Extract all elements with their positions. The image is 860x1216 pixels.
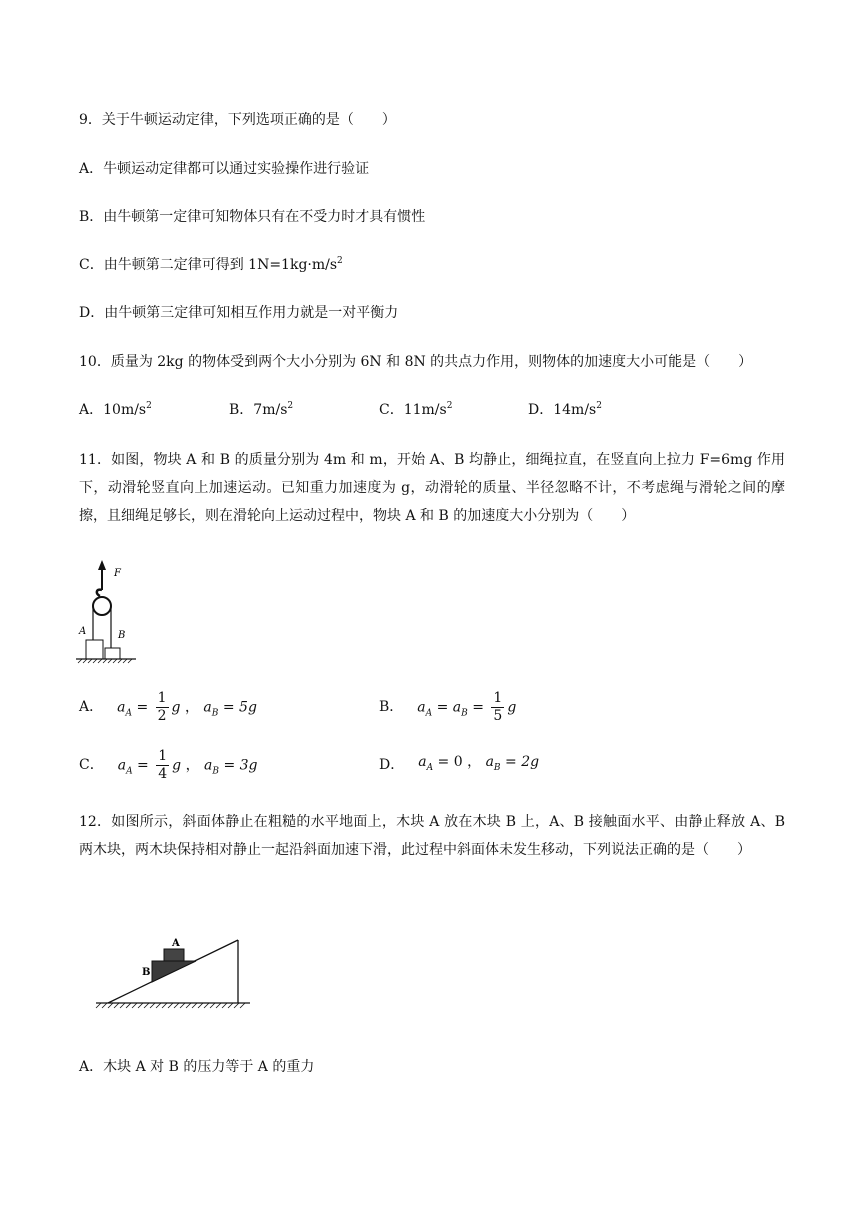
- block-a-label: A: [79, 626, 87, 637]
- incline-figure: [92, 930, 252, 1016]
- q11-option-c: [79, 746, 258, 784]
- option-label: C．: [79, 757, 104, 773]
- block-b: [105, 648, 120, 659]
- subscript-a: A: [426, 763, 434, 773]
- force-label: F: [114, 568, 121, 579]
- fraction: [156, 748, 169, 783]
- equals: =: [223, 757, 236, 773]
- superscript: 2: [337, 256, 343, 266]
- q10-stem: 10．质量为 2kg 的物体受到两个大小分别为 6N 和 8N 的共点力作用，则物体的加速度大小可能是（ ）: [79, 354, 753, 370]
- value: 0: [453, 754, 463, 770]
- superscript: 2: [446, 401, 453, 411]
- option-label: B．: [229, 402, 254, 418]
- separator: ，: [184, 699, 199, 715]
- q11-option-b: [379, 688, 516, 726]
- denominator: 2: [157, 707, 167, 724]
- superscript: 2: [596, 401, 602, 411]
- symbol-a: a: [417, 699, 426, 715]
- q10-option-a: [79, 400, 152, 420]
- symbol-a: a: [452, 699, 462, 715]
- symbol-a: a: [203, 699, 212, 715]
- q10-option-d: [528, 400, 602, 420]
- option-text: 14m/s: [553, 402, 597, 418]
- q9-stem: 9．关于牛顿运动定律，下列选项正确的是（ ）: [79, 112, 396, 128]
- numerator: 1: [493, 689, 503, 706]
- subscript-b: B: [461, 708, 468, 718]
- q10-option-b: [229, 400, 293, 420]
- option-text: 11m/s: [403, 402, 447, 418]
- symbol-a: a: [418, 754, 427, 770]
- option-text: 由牛顿第三定律可知相互作用力就是一对平衡力: [104, 305, 399, 321]
- subscript-b: B: [211, 708, 219, 718]
- pulley-hook: [97, 590, 102, 596]
- option-label: A．: [79, 161, 104, 177]
- q11-stem: 11．如图，物块 A 和 B 的质量分别为 4m 和 m，开始 A、B 均静止，细绳拉直，在竖直向上拉力 F=6mg 作用下，动滑轮竖直向上加速运动。已知重力加速度为 g，动滑轮的质量、半径忽略不计，不考虑绳与滑轮之间的摩擦，且细绳足够长，则在滑轮向上运动过程中，物块 A 和 B 的加速度大小分别为（ ）: [79, 452, 785, 524]
- force-arrow-head: [98, 560, 106, 570]
- value: 5g: [239, 699, 257, 715]
- equation: $a_A = a_B$ = $\frac{1}{5}$ g: [417, 689, 517, 724]
- separator: ，: [185, 757, 200, 773]
- block-a: [164, 949, 184, 961]
- pulley-wheel: [93, 597, 111, 615]
- fraction: [491, 690, 504, 725]
- symbol-g: g: [171, 699, 181, 715]
- q11-option-a: [79, 688, 257, 726]
- superscript: 2: [287, 401, 294, 411]
- q12-option-a: [79, 1057, 314, 1077]
- symbol-a: a: [485, 754, 494, 770]
- subscript-a: A: [125, 708, 132, 718]
- block-b: [152, 961, 196, 982]
- q11-option-d: [379, 746, 539, 784]
- subscript-b: B: [212, 766, 219, 776]
- option-label: D．: [528, 402, 554, 418]
- block-b-label: B: [142, 967, 151, 978]
- symbol-g: g: [172, 757, 182, 773]
- equation: $a_A = 0$ ， $a_B = 2g$: [418, 754, 540, 773]
- symbol-g: g: [507, 699, 517, 715]
- value: 3g: [239, 757, 258, 773]
- symbol-a: a: [204, 757, 213, 773]
- value: 2g: [521, 754, 540, 770]
- option-text: 牛顿运动定律都可以通过实验操作进行验证: [103, 161, 370, 177]
- option-label: D．: [79, 305, 105, 321]
- block-a: [86, 640, 103, 659]
- option-label: C．: [379, 402, 404, 418]
- option-label: A．: [79, 699, 104, 715]
- denominator: 5: [493, 707, 503, 724]
- equation: $a_A$ = $\frac{1}{4}$ g ， $a_B = 3g$: [117, 747, 258, 782]
- q9-option-b: [79, 207, 425, 227]
- option-label: D．: [379, 757, 405, 773]
- equals: =: [222, 699, 235, 715]
- option-label: B．: [79, 209, 104, 225]
- numerator: 1: [157, 689, 167, 706]
- option-label: A．: [79, 402, 104, 418]
- block-b-label: B: [118, 630, 126, 641]
- option-label: A．: [79, 1059, 104, 1075]
- option-text: 7m/s: [253, 402, 288, 418]
- denominator: 4: [158, 765, 168, 782]
- option-label: B．: [379, 699, 404, 715]
- option-text: 由牛顿第一定律可知物体只有在不受力时才具有惯性: [103, 209, 426, 225]
- option-label: C．: [79, 257, 104, 273]
- superscript: 2: [146, 401, 152, 411]
- equals: =: [437, 754, 450, 770]
- q12-stem: 12．如图所示，斜面体静止在粗糙的水平地面上，木块 A 放在木块 B 上，A、B 接触面水平、由静止释放 A、B 两木块，两木块保持相对静止一起沿斜面加速下滑，此过程中斜面体未发生移动，下列说法正确的是（ ）: [79, 814, 785, 858]
- symbol-a: a: [117, 757, 127, 773]
- equation: $a_A$ = $\frac{1}{2}$ g ， $a_B = 5g$: [117, 689, 257, 724]
- q10-option-c: [379, 400, 452, 420]
- subscript-b: B: [493, 763, 501, 773]
- symbol-a: a: [117, 699, 126, 715]
- subscript-a: A: [126, 766, 133, 776]
- numerator: 1: [158, 747, 168, 764]
- q9-option-d: [79, 303, 398, 323]
- option-text: 10m/s: [103, 402, 147, 418]
- subscript-a: A: [425, 708, 433, 718]
- fraction: [156, 690, 169, 725]
- option-text: 由牛顿第二定律可得到 1N=1kg·m/s: [103, 257, 338, 273]
- ground-hatch: [96, 1003, 245, 1008]
- equals: =: [436, 699, 449, 715]
- pulley-figure: [74, 556, 140, 664]
- q9-option-c: [79, 255, 343, 275]
- block-a-label: A: [172, 938, 180, 949]
- separator: ，: [467, 754, 482, 770]
- option-text: 木块 A 对 B 的压力等于 A 的重力: [103, 1059, 315, 1075]
- q9-option-a: [79, 159, 369, 179]
